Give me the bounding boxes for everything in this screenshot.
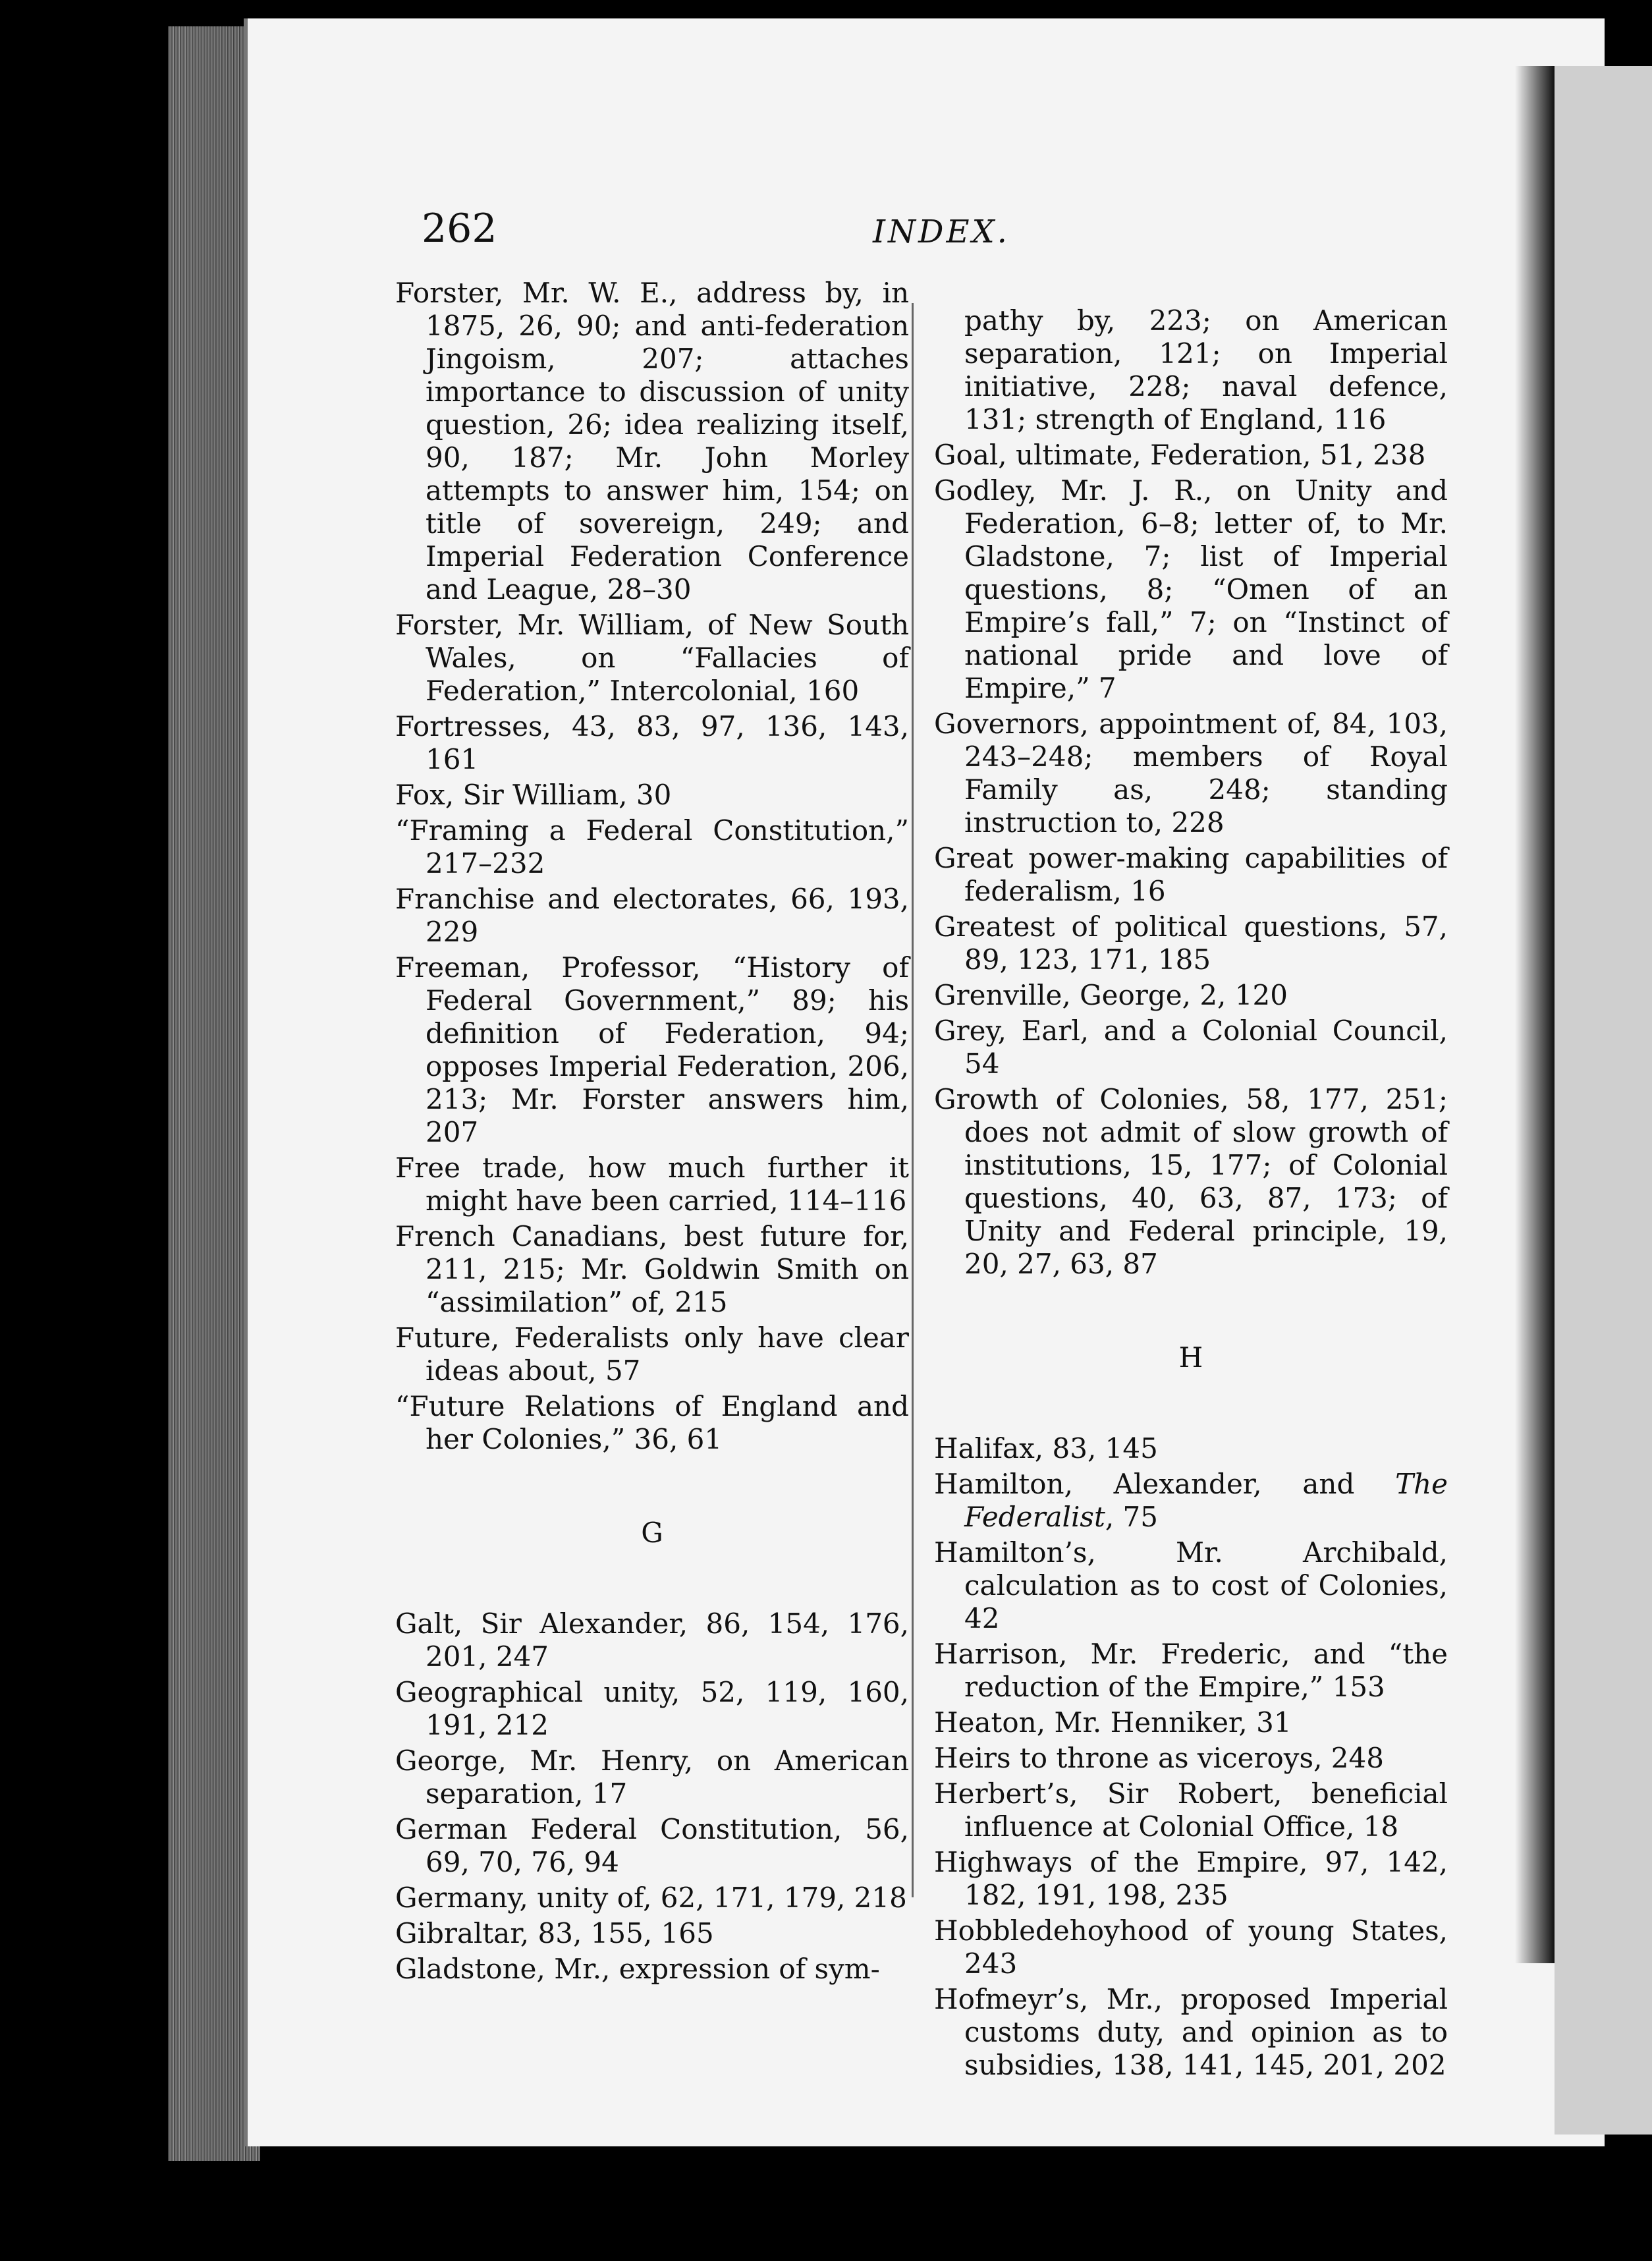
index-entry-continuation: pathy by, 223; on American separation, 121; on Imperial initiative, 228; naval defence, 131; strength of England, 116 [964,304,1448,435]
index-entry: “Framing a Federal Constitution,” 217–232 [395,814,909,879]
index-entry: Galt, Sir Alexander, 86, 154, 176, 201, 247 [395,1607,909,1673]
index-entry: Harrison, Mr. Frederic, and “the reduction of the Empire,” 153 [934,1638,1448,1703]
index-entry: Great power-making capabilities of federalism, 16 [934,842,1448,907]
index-entry: Forster, Mr. William, of New South Wales, on “Fallacies of Federation,” Intercolonial, 160 [395,609,909,707]
entry-text: , 75 [1105,1501,1159,1533]
index-entry: Grey, Earl, and a Colonial Council, 54 [934,1015,1448,1080]
index-entry: French Canadians, best future for, 211, 215; Mr. Goldwin Smith on “assimilation” of, 215 [395,1220,909,1318]
index-entry: German Federal Constitution, 56, 69, 70, 76, 94 [395,1813,909,1878]
section-letter-h: H [1178,1341,1203,1374]
index-entry: Highways of the Empire, 97, 142, 182, 191, 198, 235 [934,1846,1448,1911]
index-entry: Future, Federalists only have clear ideas about, 57 [395,1322,909,1387]
index-entry: Heaton, Mr. Henniker, 31 [934,1706,1292,1739]
index-entry: Greatest of political questions, 57, 89, 123, 171, 185 [934,910,1448,976]
page-number: 262 [422,206,497,252]
page-header [422,206,1652,265]
running-head: INDEX. [873,213,1010,250]
index-entry: Godley, Mr. J. R., on Unity and Federation, 6–8; letter of, to Mr. Gladstone, 7; list of Imperial questions, 8; “Omen of an Empire’s fall,” 7; on “Instinct of national pride and love of Empire,” 7 [934,474,1448,704]
index-entry: Franchise and electorates, 66, 193, 229 [395,883,909,948]
index-entry: Geographical unity, 52, 119, 160, 191, 212 [395,1676,909,1741]
index-entry: Fortresses, 43, 83, 97, 136, 143, 161 [395,710,909,775]
index-entry: Goal, ultimate, Federation, 51, 238 [934,439,1426,471]
index-entry: Hobbledehoyhood of young States, 243 [934,1914,1448,1980]
index-entry: Heirs to throne as viceroys, 248 [934,1742,1384,1774]
index-entry: Grenville, George, 2, 120 [934,979,1288,1011]
facing-page-edge [1555,66,1652,2135]
index-column-right [934,304,1448,2084]
index-entry-hamilton [934,1468,1448,1534]
index-entry: Hofmeyr’s, Mr., proposed Imperial customs duty, and opinion as to subsidies, 138, 141, 145, 201, 202 [934,1983,1448,2081]
column-divider [912,303,914,1897]
index-entry: Free trade, how much further it might have been carried, 114–116 [395,1152,909,1217]
index-entry: Governors, appointment of, 84, 103, 243–248; members of Royal Family as, 248; standing instruction to, 228 [934,708,1448,839]
index-entry: Fox, Sir William, 30 [395,779,672,811]
index-entry: Herbert’s, Sir Robert, beneficial influence at Colonial Office, 18 [934,1777,1448,1843]
index-entry: Growth of Colonies, 58, 177, 251; does not admit of slow growth of institutions, 15, 177; of Colonial questions, 40, 63, 87, 173; of Unity and Federal principle, 19, 20, 27, 63, 87 [934,1083,1448,1280]
page-gutter-shadow [1515,66,1555,1963]
index-entry: Halifax, 83, 145 [934,1432,1158,1465]
book-title: The Federalist [964,1468,1448,1533]
entry-text: Hamilton, Alexander, and [934,1468,1396,1500]
index-entry: Hamilton’s, Mr. Archibald, calculation as to cost of Colonies, 42 [934,1536,1448,1634]
index-entry: Gladstone, Mr., expression of sym- [395,1953,880,1985]
index-entry: Germany, unity of, 62, 171, 179, 218 [395,1882,907,1914]
index-entry: George, Mr. Henry, on American separation, 17 [395,1745,909,1810]
section-letter-g: G [641,1517,663,1549]
index-entry: Forster, Mr. W. E., address by, in 1875, 26, 90; and anti-federation Jingoism, 207; attaches importance to discussion of unity question, 26; idea realizing itself, 90, 187; Mr. John Morley attempts to answer him, 154; on title of sovereign, 249; and Imperial Federation Conference and League, 28–30 [395,277,909,605]
index-entry: “Future Relations of England and her Colonies,” 36, 61 [395,1390,909,1455]
index-entry: Freeman, Professor, “History of Federal Government,” 89; his definition of Federation, 94; opposes Imperial Federation, 206, 213; Mr. Forster answers him, 207 [395,951,909,1148]
index-column-left [395,277,909,1988]
index-entry: Gibraltar, 83, 155, 165 [395,1917,714,1949]
